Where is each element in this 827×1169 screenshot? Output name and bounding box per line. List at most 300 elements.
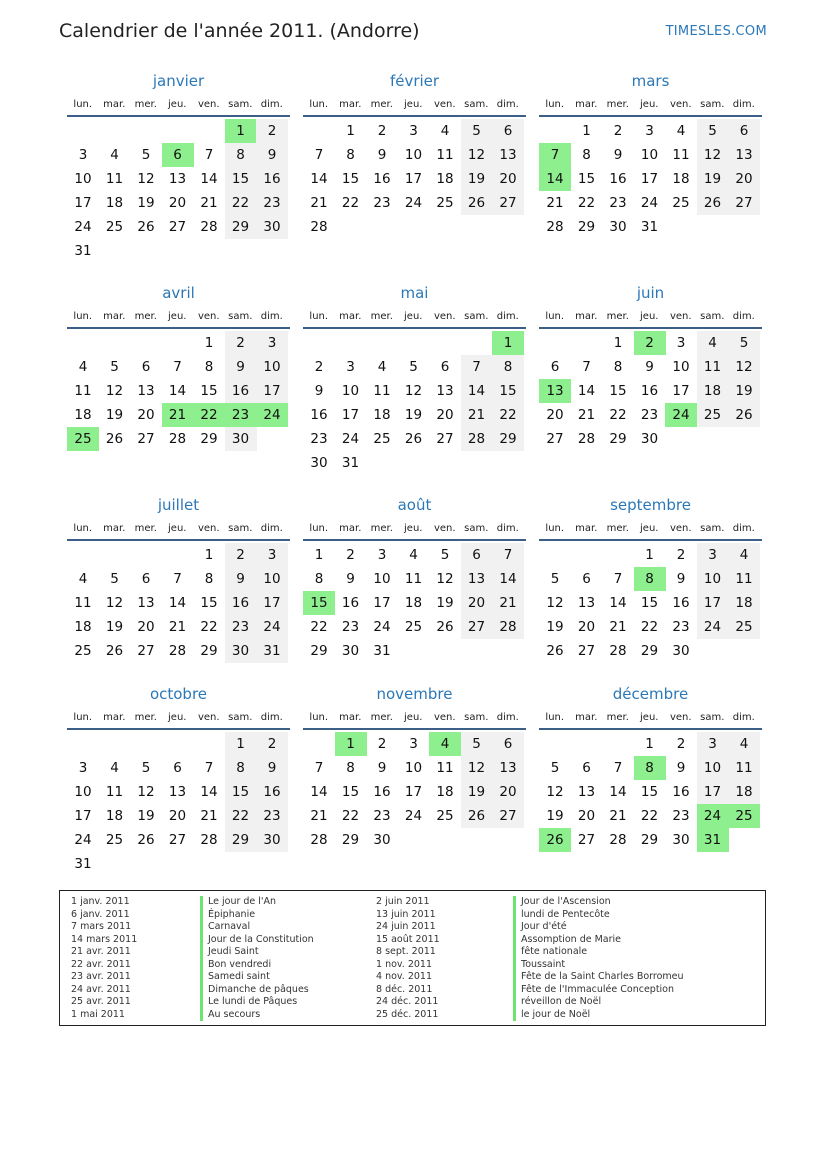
legend-date: 25 avr. 2011 (71, 996, 131, 1007)
month-name: avril (162, 284, 195, 302)
day-cell: 4 (440, 123, 450, 139)
day-cell: 10 (640, 147, 659, 163)
day-cell: 18 (436, 784, 454, 800)
weekday-label: ven. (669, 310, 692, 322)
day-cell: 25 (105, 832, 124, 848)
day-cell: 24 (341, 431, 360, 447)
day-cell: 3 (697, 543, 729, 567)
day-cell: 21 (200, 195, 218, 211)
legend-date: 14 mars 2011 (71, 933, 138, 945)
day-cell: 14 (461, 379, 493, 403)
day-cell: 3 (78, 147, 88, 163)
day-cell: 27 (168, 219, 187, 235)
month-name: février (389, 72, 440, 90)
holiday-day-cell: 24 (665, 403, 697, 427)
day-cell: 30 (256, 215, 288, 239)
day-cell: 11 (105, 171, 124, 187)
legend-date: 24 juin 2011 (376, 921, 436, 932)
day-cell: 14 (492, 567, 524, 591)
weekday-label: mar. (575, 98, 598, 110)
day-cell: 29 (640, 832, 659, 848)
day-cell: 3 (346, 359, 355, 375)
day-cell: 12 (404, 383, 423, 399)
day-cell: 27 (492, 804, 524, 828)
legend-holiday-name: réveillon de Noël (513, 996, 684, 1009)
day-cell: 7 (461, 355, 493, 379)
day-cell: 20 (137, 619, 155, 635)
day-cell: 12 (546, 784, 564, 800)
weekday-header (539, 708, 762, 730)
weekday-label: mar. (339, 522, 362, 534)
day-cell: 19 (137, 808, 155, 824)
month-name: décembre (612, 685, 689, 703)
weekday-label: ven. (669, 522, 692, 534)
day-cell: 13 (461, 567, 493, 591)
weekday-label: mer. (134, 310, 157, 322)
legend-date: 15 août 2011 (376, 933, 440, 945)
day-cell: 11 (697, 355, 729, 379)
day-cell: 9 (377, 760, 387, 776)
day-cell: 11 (74, 383, 92, 399)
day-cell: 11 (728, 756, 760, 780)
day-cell: 1 (204, 547, 214, 563)
day-cell: 24 (74, 832, 92, 848)
day-grid (303, 732, 526, 876)
day-cell: 28 (200, 219, 218, 235)
weekday-label: mar. (103, 310, 126, 322)
month-name: janvier (152, 72, 205, 90)
day-cell: 7 (204, 760, 214, 776)
weekday-label: lun. (309, 98, 329, 110)
day-cell: 28 (310, 219, 328, 235)
day-cell: 6 (461, 543, 493, 567)
day-cell: 15 (200, 383, 218, 399)
day-cell: 23 (609, 195, 627, 211)
day-cell: 16 (373, 784, 391, 800)
weekday-label: dim. (260, 310, 283, 322)
day-cell: 29 (225, 828, 257, 852)
day-cell: 23 (341, 619, 360, 635)
day-cell: 2 (613, 123, 623, 139)
day-cell: 5 (728, 331, 760, 355)
holiday-day-cell: 6 (162, 143, 194, 167)
day-cell: 20 (728, 167, 760, 191)
day-cell: 10 (74, 784, 92, 800)
month-10 (303, 683, 526, 876)
day-cell: 10 (697, 567, 729, 591)
legend-date: 6 janv. 2011 (71, 908, 130, 920)
day-cell: 3 (409, 736, 418, 752)
holiday-day-cell: 8 (634, 756, 666, 780)
day-cell: 21 (609, 619, 627, 635)
day-cell: 12 (546, 595, 564, 611)
day-cell: 11 (436, 760, 454, 776)
weekday-label: lun. (545, 310, 565, 322)
day-cell: 25 (373, 431, 391, 447)
day-cell: 9 (645, 359, 654, 375)
day-cell: 11 (373, 383, 391, 399)
day-cell: 7 (314, 147, 324, 163)
weekday-label: mar. (339, 310, 362, 322)
month-name: mai (400, 284, 429, 302)
day-cell: 15 (609, 383, 627, 399)
day-cell: 19 (461, 167, 493, 191)
day-cell: 23 (672, 808, 690, 824)
weekday-label: lun. (73, 711, 93, 723)
weekday-label: dim. (260, 711, 283, 723)
day-cell: 3 (377, 547, 387, 563)
day-cell: 2 (377, 736, 387, 752)
day-cell: 14 (310, 784, 328, 800)
day-cell: 22 (492, 403, 524, 427)
day-cell: 18 (436, 171, 454, 187)
day-cell: 31 (341, 455, 360, 471)
day-cell: 1 (645, 736, 654, 752)
day-cell: 2 (676, 547, 686, 563)
day-cell: 17 (697, 780, 729, 804)
day-cell: 1 (582, 123, 591, 139)
day-cell: 24 (373, 619, 391, 635)
day-cell: 8 (613, 359, 623, 375)
day-cell: 16 (640, 383, 659, 399)
day-cell: 9 (314, 383, 324, 399)
weekday-label: dim. (732, 522, 755, 534)
day-cell: 7 (582, 359, 591, 375)
day-cell: 10 (256, 355, 288, 379)
day-cell: 11 (105, 784, 124, 800)
day-cell: 6 (492, 732, 524, 756)
day-cell: 30 (225, 427, 257, 451)
legend-date: 7 mars 2011 (71, 921, 132, 932)
day-cell: 13 (577, 784, 596, 800)
day-cell: 26 (436, 619, 454, 635)
weekday-label: jeu. (404, 522, 423, 534)
day-cell: 27 (577, 832, 596, 848)
day-cell: 17 (697, 591, 729, 615)
holiday-day-cell: 1 (492, 331, 524, 355)
day-cell: 8 (204, 359, 214, 375)
day-cell: 27 (577, 643, 596, 659)
day-cell: 21 (310, 808, 328, 824)
day-cell: 6 (141, 359, 151, 375)
day-cell: 5 (141, 760, 151, 776)
weekday-label: lun. (545, 711, 565, 723)
holiday-day-cell: 21 (162, 403, 194, 427)
day-cell: 10 (404, 760, 423, 776)
day-cell: 18 (728, 591, 760, 615)
day-cell: 30 (672, 832, 690, 848)
weekday-label: mar. (575, 310, 598, 322)
day-cell: 13 (137, 383, 155, 399)
day-cell: 14 (577, 383, 596, 399)
day-cell: 8 (492, 355, 524, 379)
weekday-label: mar. (103, 711, 126, 723)
day-cell: 19 (728, 379, 760, 403)
day-cell: 3 (676, 335, 686, 351)
weekday-label: mer. (606, 711, 629, 723)
day-cell: 30 (256, 828, 288, 852)
day-cell: 25 (728, 615, 760, 639)
day-cell: 25 (105, 219, 124, 235)
day-cell: 27 (137, 431, 155, 447)
weekday-label: mar. (575, 711, 598, 723)
day-cell: 16 (310, 407, 328, 423)
day-cell: 21 (310, 195, 328, 211)
day-cell: 12 (461, 143, 493, 167)
weekday-label: ven. (433, 711, 456, 723)
day-cell: 28 (168, 643, 187, 659)
day-cell: 8 (204, 571, 214, 587)
day-cell: 11 (404, 571, 423, 587)
day-cell: 15 (341, 784, 360, 800)
weekday-label: sam. (464, 711, 489, 723)
day-cell: 8 (346, 147, 355, 163)
weekday-label: dim. (496, 522, 519, 534)
day-cell: 8 (225, 143, 257, 167)
day-cell: 17 (640, 171, 659, 187)
day-cell: 20 (461, 591, 493, 615)
weekday-label: ven. (197, 522, 220, 534)
day-cell: 28 (577, 431, 596, 447)
day-cell: 30 (609, 219, 627, 235)
weekday-label: mer. (606, 98, 629, 110)
holiday-day-cell: 25 (67, 427, 99, 451)
day-cell: 7 (173, 571, 182, 587)
month-11 (539, 683, 762, 876)
weekday-label: dim. (496, 98, 519, 110)
day-cell: 24 (697, 615, 729, 639)
weekday-label: jeu. (168, 98, 187, 110)
day-cell: 11 (74, 595, 92, 611)
day-cell: 16 (256, 167, 288, 191)
day-cell: 31 (373, 643, 391, 659)
day-cell: 9 (676, 571, 686, 587)
weekday-label: dim. (732, 310, 755, 322)
day-cell: 26 (728, 403, 760, 427)
day-cell: 11 (436, 147, 454, 163)
month-8 (539, 494, 762, 687)
day-grid (303, 543, 526, 687)
day-cell: 5 (110, 571, 119, 587)
day-cell: 18 (728, 780, 760, 804)
legend-date: 4 nov. 2011 (376, 971, 432, 982)
day-cell: 19 (436, 595, 454, 611)
weekday-label: mer. (370, 522, 393, 534)
day-cell: 5 (409, 359, 418, 375)
weekday-label: lun. (309, 522, 329, 534)
day-cell: 12 (105, 595, 124, 611)
weekday-label: lun. (545, 522, 565, 534)
day-cell: 18 (404, 595, 423, 611)
day-cell: 30 (341, 643, 360, 659)
legend-date: 1 janv. 2011 (71, 896, 130, 907)
legend-holiday-name: Bon vendredi (200, 959, 314, 972)
day-cell: 14 (200, 784, 218, 800)
day-cell: 13 (168, 171, 187, 187)
weekday-label: dim. (260, 522, 283, 534)
day-grid (303, 119, 526, 263)
holiday-day-cell: 23 (225, 403, 257, 427)
day-cell: 16 (225, 379, 257, 403)
month-name: août (397, 496, 432, 514)
day-cell: 6 (173, 760, 182, 776)
legend-date: 2 juin 2011 (376, 896, 430, 907)
day-cell: 5 (141, 147, 151, 163)
legend-holiday-name: Au secours (200, 1009, 314, 1022)
day-cell: 22 (640, 808, 659, 824)
day-cell: 1 (346, 123, 355, 139)
weekday-label: lun. (309, 711, 329, 723)
day-cell: 3 (409, 123, 418, 139)
day-cell: 6 (440, 359, 450, 375)
legend-date: 8 sept. 2011 (376, 946, 436, 957)
day-cell: 7 (314, 760, 324, 776)
day-cell: 27 (436, 431, 454, 447)
weekday-label: lun. (73, 310, 93, 322)
day-cell: 4 (110, 147, 119, 163)
weekday-label: sam. (464, 522, 489, 534)
day-cell: 5 (110, 359, 119, 375)
weekday-label: ven. (433, 98, 456, 110)
legend-date: 1 nov. 2011 (376, 958, 432, 970)
legend-date: 24 déc. 2011 (376, 996, 439, 1007)
month-name: octobre (149, 685, 208, 703)
day-cell: 4 (78, 359, 88, 375)
day-cell: 30 (373, 832, 391, 848)
day-cell: 19 (697, 167, 729, 191)
day-cell: 15 (225, 780, 257, 804)
day-cell: 5 (697, 119, 729, 143)
day-cell: 26 (461, 804, 493, 828)
day-cell: 29 (200, 643, 218, 659)
legend-holiday-name: Jour de l'Ascension (513, 896, 684, 909)
month-name: septembre (610, 496, 691, 514)
day-cell: 26 (105, 431, 124, 447)
day-cell: 5 (550, 760, 560, 776)
day-cell: 18 (697, 379, 729, 403)
day-cell: 26 (137, 832, 155, 848)
day-cell: 6 (492, 119, 524, 143)
day-cell: 6 (141, 571, 151, 587)
weekday-header (303, 708, 526, 730)
holiday-day-cell: 24 (256, 403, 288, 427)
legend-holiday-name: Samedi saint (200, 971, 314, 984)
day-cell: 26 (546, 643, 564, 659)
day-cell: 15 (341, 171, 360, 187)
day-cell: 30 (310, 455, 328, 471)
weekday-label: sam. (700, 98, 725, 110)
day-cell: 17 (672, 383, 690, 399)
legend-date: 21 avr. 2011 (71, 946, 131, 957)
day-cell: 28 (546, 219, 564, 235)
day-cell: 13 (492, 143, 524, 167)
day-cell: 25 (672, 195, 690, 211)
day-cell: 21 (577, 407, 596, 423)
brand-logo[interactable]: TIMESLES.COM (665, 24, 767, 39)
day-cell: 27 (168, 832, 187, 848)
day-cell: 19 (105, 619, 124, 635)
holiday-day-cell: 14 (539, 167, 571, 191)
day-cell: 23 (310, 431, 328, 447)
day-cell: 30 (225, 639, 257, 663)
holiday-day-cell: 26 (539, 828, 571, 852)
day-cell: 29 (341, 832, 360, 848)
day-cell: 7 (492, 543, 524, 567)
weekday-label: ven. (197, 98, 220, 110)
day-cell: 2 (314, 359, 324, 375)
day-cell: 10 (697, 756, 729, 780)
day-cell: 4 (377, 359, 387, 375)
day-cell: 7 (613, 760, 623, 776)
day-cell: 13 (728, 143, 760, 167)
day-cell: 1 (225, 732, 257, 756)
weekday-label: ven. (197, 310, 220, 322)
day-cell: 28 (609, 832, 627, 848)
day-cell: 16 (672, 784, 690, 800)
weekday-header (303, 519, 526, 541)
day-cell: 2 (676, 736, 686, 752)
day-cell: 8 (346, 760, 355, 776)
day-cell: 5 (461, 732, 493, 756)
day-cell: 29 (225, 215, 257, 239)
day-cell: 9 (225, 567, 257, 591)
day-cell: 23 (256, 191, 288, 215)
day-cell: 12 (461, 756, 493, 780)
holiday-day-cell: 25 (728, 804, 760, 828)
weekday-label: ven. (433, 310, 456, 322)
day-cell: 23 (640, 407, 659, 423)
weekday-label: jeu. (640, 98, 659, 110)
day-cell: 14 (200, 171, 218, 187)
weekday-label: sam. (464, 310, 489, 322)
weekday-label: mar. (339, 98, 362, 110)
day-cell: 17 (74, 195, 92, 211)
weekday-label: mar. (103, 98, 126, 110)
day-cell: 4 (110, 760, 119, 776)
month-name: mars (631, 72, 670, 90)
day-cell: 16 (609, 171, 627, 187)
weekday-label: jeu. (640, 522, 659, 534)
day-cell: 11 (728, 567, 760, 591)
day-cell: 9 (256, 143, 288, 167)
day-cell: 21 (546, 195, 564, 211)
day-cell: 17 (341, 407, 360, 423)
day-cell: 23 (256, 804, 288, 828)
day-cell: 18 (105, 195, 124, 211)
legend-holiday-name: Jeudi Saint (200, 946, 314, 959)
day-cell: 6 (582, 760, 591, 776)
legend-holiday-name: Carnaval (200, 921, 314, 934)
day-cell: 13 (137, 595, 155, 611)
weekday-label: mar. (339, 711, 362, 723)
day-cell: 22 (225, 804, 257, 828)
weekday-label: mer. (134, 98, 157, 110)
day-cell: 3 (645, 123, 654, 139)
day-cell: 12 (697, 143, 729, 167)
weekday-label: mer. (370, 711, 393, 723)
day-cell: 17 (404, 171, 423, 187)
weekday-label: sam. (228, 310, 253, 322)
day-cell: 10 (672, 359, 690, 375)
day-cell: 17 (74, 808, 92, 824)
day-cell: 15 (577, 171, 596, 187)
legend-date: 8 déc. 2011 (376, 983, 433, 995)
weekday-label: ven. (669, 711, 692, 723)
day-cell: 18 (74, 407, 92, 423)
day-cell: 13 (492, 756, 524, 780)
day-cell: 22 (200, 619, 218, 635)
day-cell: 3 (256, 543, 288, 567)
